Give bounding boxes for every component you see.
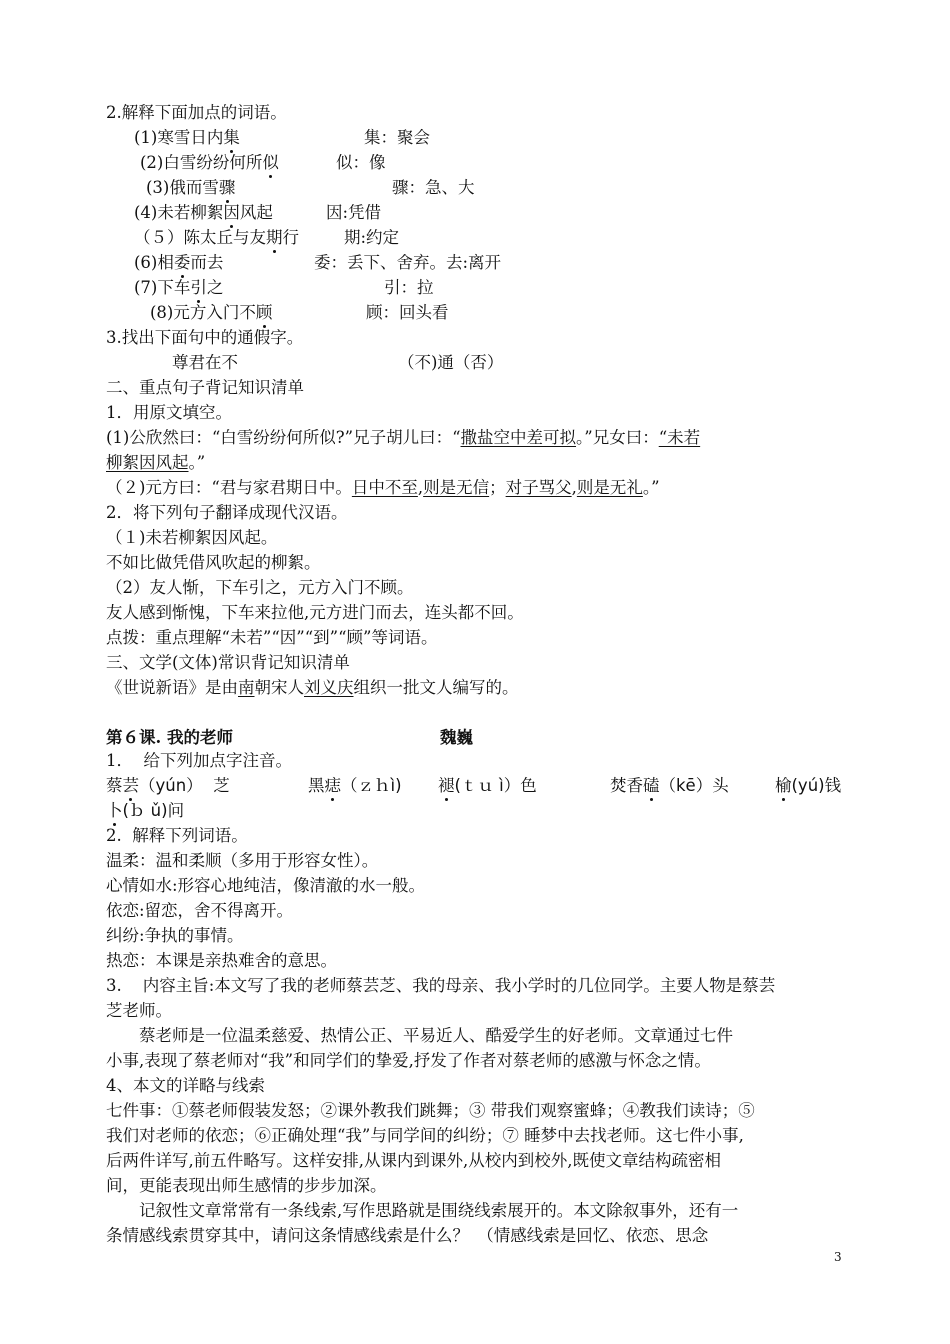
vocab-definition: 期:约定 (344, 228, 400, 247)
body-line: 芝老师。 (106, 1001, 172, 1020)
fill-line-1: (1)公欣然曰：“白雪纷纷何所似?”兄子胡儿曰：“撒盐空中差可拟。”兄女曰：“未若 (106, 428, 701, 447)
fill-title: 1．用原文填空。 (106, 403, 232, 422)
vocab-item: (1)寒雪日内集 (134, 128, 240, 147)
vocab-item: (3)俄而雪骤 (146, 178, 236, 197)
body-line: 3. 内容主旨:本文写了我的老师蔡芸芝、我的母亲、我小学时的几位同学。主要人物是蔡芸 (106, 976, 776, 995)
vocab-definition: 集：聚会 (364, 128, 430, 147)
vocab-item: (8)元方入门不顾 (150, 303, 273, 322)
translate-line: 点拨：重点理解“未若”“因”“到”“顾”等词语。 (106, 628, 438, 647)
vocab-item: （５）陈太丘与友期行 (134, 228, 299, 247)
vocab-item: (4)未若柳絮因风起 (134, 203, 273, 222)
vocab-line: 热恋：本课是亲热难舍的意思。 (106, 951, 337, 970)
body-line: 小事,表现了蔡老师对“我”和同学们的挚爱,抒发了作者对蔡老师的感激与怀念之情。 (106, 1051, 711, 1070)
literature-line: 《世说新语》是由南朝宋人刘义庆组织一批文人编写的。 (106, 678, 519, 697)
pron-item: 蔡芸（yún） 芝 (106, 776, 230, 795)
pron-item: 榆(yú)钱 (775, 776, 842, 795)
lesson-title: 第６课. 我的老师 (106, 728, 233, 747)
vocab-line: 纠纷:争执的事情。 (106, 926, 244, 945)
body-line: 条情感线索贯穿其中，请问这条情感线索是什么？ （情感线索是回忆、依恋、思念 (106, 1226, 709, 1245)
body-line: 4、本文的详略与线索 (106, 1076, 265, 1095)
vocab-definition: 引：拉 (384, 278, 434, 297)
vocab-definition: 似：像 (336, 153, 386, 172)
body-line: 后两件详写,前五件略写。这样安排,从课内到课外,从校内到校外,既使文章结构疏密相 (106, 1151, 721, 1170)
tongjia-sentence: 尊君在不 (172, 353, 238, 372)
body-line: 蔡老师是一位温柔慈爱、热情公正、平易近人、酷爱学生的好老师。文章通过七件 (106, 1026, 733, 1045)
pron-item: 卜(ｂ ǔ)问 (106, 801, 185, 820)
body-line: 七件事：①蔡老师假装发怒；②课外教我们跳舞；③ 带我们观察蜜蜂；④教我们读诗；⑤ (106, 1101, 755, 1120)
pron-item: 黑痣（ｚｈì) (308, 776, 402, 795)
vocab-item: (6)相委而去 (134, 253, 224, 272)
body-line: 我们对老师的依恋；⑥正确处理“我”与同学间的纠纷；⑦ 睡梦中去找老师。这七件小事, (106, 1126, 744, 1145)
vocab-definition: 委：丢下、舍弃。去:离开 (314, 253, 502, 272)
page-number: 3 (834, 1250, 842, 1264)
body-line: 记叙性文章常常有一条线索,写作思路就是围绕线索展开的。本文除叙事外，还有一 (106, 1201, 739, 1220)
vocab-item: (2)白雪纷纷何所似 (140, 153, 279, 172)
vocab-definition: 顾：回头看 (366, 303, 449, 322)
vocab-line: 温柔：温和柔顺（多用于形容女性）。 (106, 851, 379, 870)
pron-item: 褪(ｔｕ ì）色 (438, 776, 537, 795)
tongjia-answer: （不)通（否） (398, 353, 504, 372)
vocab-item: (7)下车引之 (134, 278, 224, 297)
translate-line: （2）友人惭，下车引之，元方入门不顾。 (106, 578, 414, 597)
fill-line-2: （２)元方曰：“君与家君期日中。日中不至,则是无信；对子骂父,则是无礼。” (106, 478, 660, 497)
vocab-definition: 骤：急、大 (392, 178, 475, 197)
section-heading: 三、文学(文体)常识背记知识清单 (106, 653, 350, 672)
translate-line: （１)未若柳絮因风起。 (106, 528, 278, 547)
vocab-definition: 因:凭借 (326, 203, 382, 222)
vocab-title: 2. 解释下列词语。 (106, 826, 248, 845)
translate-title: 2．将下列句子翻译成现代汉语。 (106, 503, 348, 522)
translate-line: 不如比做凭借风吹起的柳絮。 (106, 553, 321, 572)
translate-line: 友人感到惭愧，下车来拉他,元方进门而去，连头都不回。 (106, 603, 524, 622)
lesson-author: 魏巍 (440, 728, 473, 747)
section-title: 3.找出下面句中的通假字。 (106, 328, 304, 347)
section-title: 2.解释下面加点的词语。 (106, 103, 287, 122)
section-heading: 二、重点句子背记知识清单 (106, 378, 304, 397)
pron-title: 1． 给下列加点字注音。 (106, 751, 292, 770)
vocab-line: 依恋:留恋，舍不得离开。 (106, 901, 294, 920)
body-line: 间，更能表现出师生感情的步步加深。 (106, 1176, 387, 1195)
pron-item: 焚香磕（kē）头 (610, 776, 729, 795)
vocab-line: 心情如水:形容心地纯洁，像清澈的水一般。 (106, 876, 426, 895)
fill-line-1-cont: 柳絮因风起。” (106, 453, 206, 472)
